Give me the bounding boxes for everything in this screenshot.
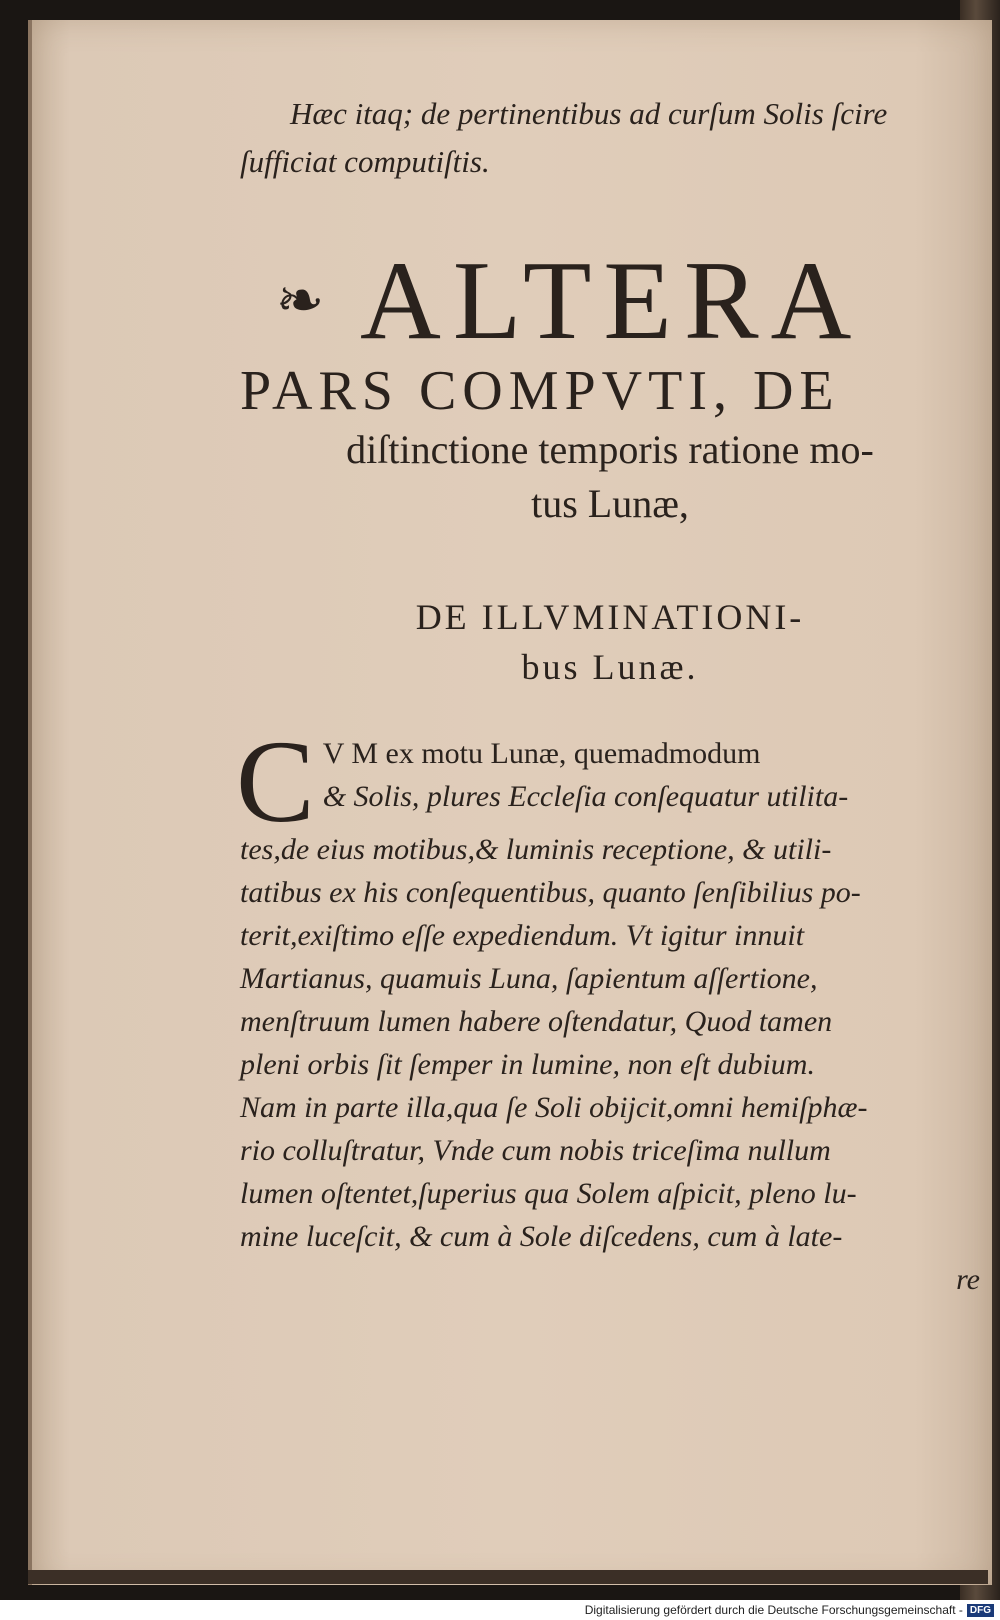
body-paragraph bbox=[236, 716, 980, 1301]
body-line-12: mine luceſcit, & cum à Sole diſcedens, cum à late- bbox=[240, 1220, 843, 1253]
body-line-5: terit,exiſtimo eſſe expediendum. Vt igitur innuit bbox=[240, 919, 805, 952]
body-line-7: menſtruum lumen habere oſtendatur, Quod tamen bbox=[240, 1005, 833, 1038]
body-line-8: pleni orbis ſit ſemper in lumine, non eſt dubium. bbox=[240, 1048, 815, 1081]
intro-line-2: ſufficiat computiſtis. bbox=[240, 144, 490, 179]
footer-text: Digitalisierung gefördert durch die Deutsche Forschungsgemeinschaft - bbox=[584, 1603, 963, 1617]
body-line-1: V M ex motu Lunæ, quemadmodum bbox=[322, 737, 761, 770]
section-heading bbox=[240, 592, 980, 692]
subtitle-caps: PARS COMPVTI, DE bbox=[240, 360, 840, 422]
body-line-11: lumen oſtentet,ſuperius qua Solem aſpicit, pleno lu- bbox=[240, 1177, 857, 1210]
body-line-4: tatibus ex his conſequentibus, quanto ſenſibilius po- bbox=[240, 876, 861, 909]
body-line-6: Martianus, quamuis Luna, ſapientum aſſertione, bbox=[240, 962, 818, 995]
title-row bbox=[240, 239, 980, 363]
body-line-9: Nam in parte illa,qua ſe Soli obijcit,omni hemiſphæ- bbox=[240, 1091, 868, 1124]
digitization-footer bbox=[0, 1600, 1000, 1620]
page-content bbox=[236, 90, 980, 1301]
intro-paragraph bbox=[240, 90, 980, 186]
catchword: re bbox=[956, 1263, 980, 1296]
subtitle-line-1: diſtinctione temporis ratione mo- bbox=[346, 427, 874, 472]
body-line-3: tes,de eius motibus,& luminis receptione, & utili- bbox=[240, 833, 832, 866]
fleuron-ornament-icon: ❧ bbox=[275, 268, 325, 333]
body-line-2: & Solis, plures Eccleſia conſequatur utilita- bbox=[322, 780, 849, 813]
section-heading-line-1: DE ILLVMINATIONI- bbox=[415, 597, 805, 637]
section-heading-line-2: bus Lunæ. bbox=[521, 647, 699, 687]
body-line-10: rio colluſtratur, Vnde cum nobis triceſima nullum bbox=[240, 1134, 831, 1167]
page-bottom-edge bbox=[28, 1570, 988, 1584]
dfg-logo-icon: DFG bbox=[967, 1604, 994, 1617]
subtitle-line-2: tus Lunæ, bbox=[531, 481, 689, 526]
intro-line-1: Hæc itaq; de pertinentibus ad curſum Solis ſcire bbox=[290, 96, 888, 131]
main-title: ALTERA bbox=[360, 239, 864, 363]
drop-cap: C bbox=[236, 716, 315, 847]
